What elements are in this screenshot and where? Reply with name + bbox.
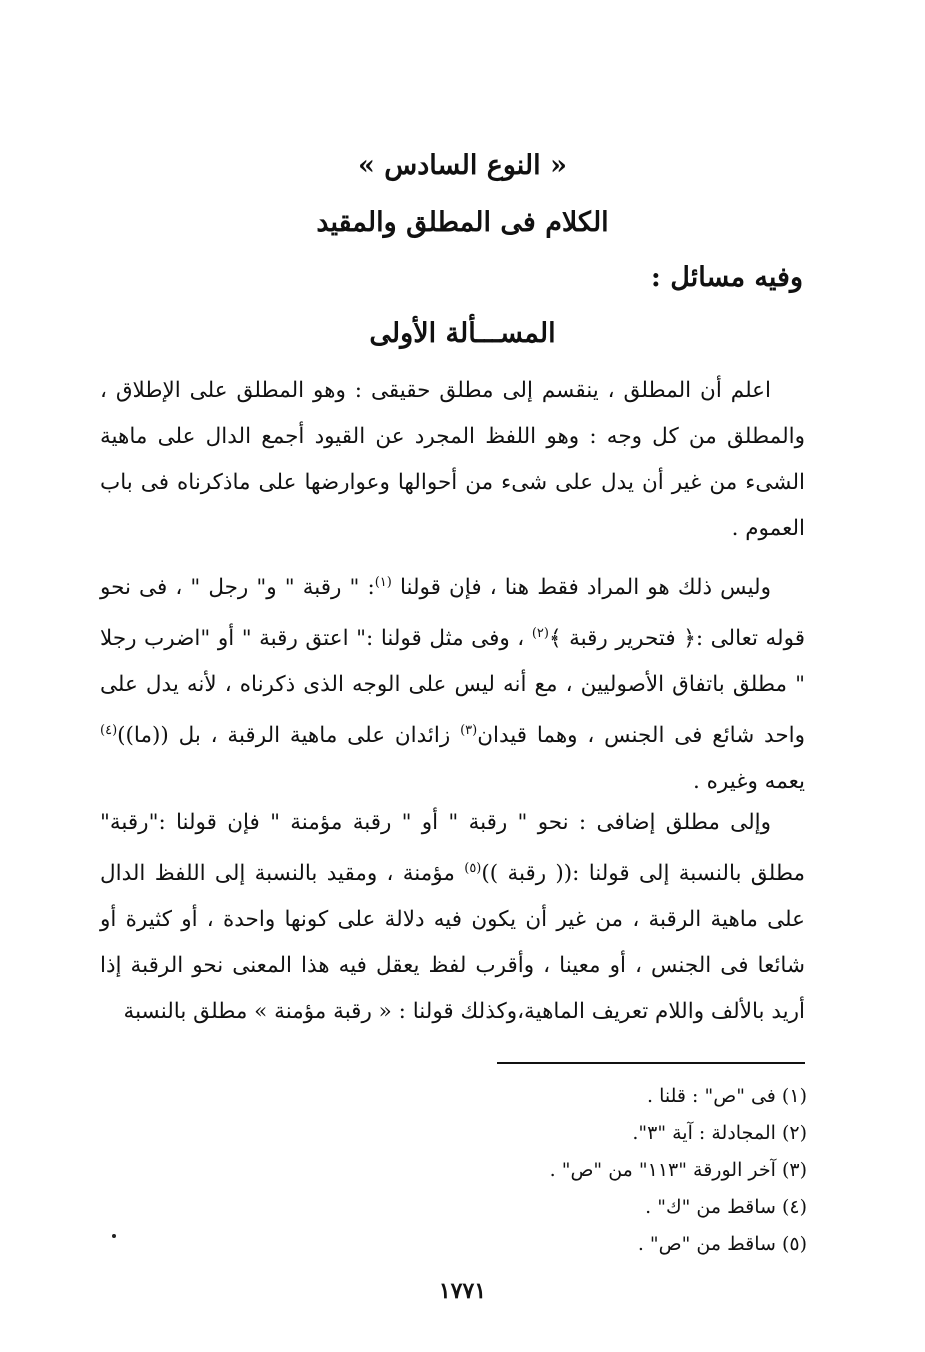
footnote-2: (٢) المجادلة : آية "٣".: [632, 1122, 807, 1144]
footnote-1: (١) فى "ص" : قلنا .: [647, 1085, 807, 1107]
footnote-5: (٥) ساقط من "ص" .: [637, 1233, 807, 1255]
footnote-ref-4: (٤): [100, 723, 118, 739]
paragraph-2-part-5: يعمه وغيره .: [692, 769, 805, 795]
footnote-ref-3: (٣): [460, 723, 478, 739]
scan-speck: [112, 1234, 116, 1238]
issue-title: المســـألة الأولى: [369, 318, 556, 349]
footnote-ref-2: (٢): [531, 626, 549, 642]
paragraph-2-part-3: ، وفى مثل قولنا :" اعتق رقبة " أو "اضرب رجلا " مطلق باتفاق الأصوليين ، مع أنه ليس على الوجه الذى ذكرناه ، لأنه يدل على واحد شائع فى الجنس ، وهما قيدان: [100, 626, 805, 749]
paragraph-1: [100, 368, 805, 552]
paragraph-2: [100, 560, 805, 805]
footnote-separator: [497, 1062, 805, 1064]
footnote-4: (٤) ساقط من "ك" .: [645, 1196, 807, 1218]
footnote-ref-1: (١): [374, 575, 392, 590]
paragraph-3-part-2: مؤمنة ، ومقيد بالنسبة إلى اللفظ الدال على ماهية الرقبة ، من غير أن يكون فيه دلالة على كونها واحدة ، أو كثيرة أو شائعا فى الجنس ، أو معينا ، وأقرب لفظ يعقل فيه هذا المعنى نحو الرقبة إذا أريد بالألف واللام تعريف الماهية،وكذلك قولنا : « رقبة مؤمنة » مطلق بالنسبة: [100, 861, 805, 1025]
paragraph-3-part-1: وإلى مطلق إضافى : نحو " رقبة " أو " رقبة مؤمنة " فإن قولنا :"رقبة" مطلق بالنسبة إلى قولنا :(( رقبة )): [100, 810, 805, 887]
footnote-3: (٣) آخر الورقة "١١٣" من "ص" .: [549, 1159, 807, 1181]
page-number: ١٧٧١: [438, 1278, 487, 1304]
paragraph-2-part-1: وليس ذلك هو المراد فقط هنا ، فإن قولنا: [399, 575, 771, 601]
paragraph-3: [100, 800, 805, 1035]
footnotes: [550, 1078, 807, 1263]
paragraph-2-part-2: : " رقبة " و" رجل " ، فى نحو قوله تعالى :﴿ فتحرير رقبة ﴾: [100, 575, 805, 652]
paragraph-2-part-4: زائدان على ماهية الرقبة ، بل ((ما)): [117, 723, 451, 749]
section-title-heading: الكلام فى المطلق والمقيد: [316, 207, 609, 238]
section-type-heading: « النوع السادس »: [358, 150, 567, 181]
paragraph-1-text: اعلم أن المطلق ، ينقسم إلى مطلق حقيقى : وهو المطلق على الإطلاق ، والمطلق من كل وجه : وهو اللفظ المجرد عن القيود أجمع الدال على ماهية الشىء من غير أن يدل على شىء من أحوالها وعوارضها على ماذكرناه فى باب العموم .: [100, 378, 805, 541]
footnote-ref-5: (٥): [464, 861, 482, 876]
issues-intro: وفيه مسائل :: [650, 262, 803, 293]
